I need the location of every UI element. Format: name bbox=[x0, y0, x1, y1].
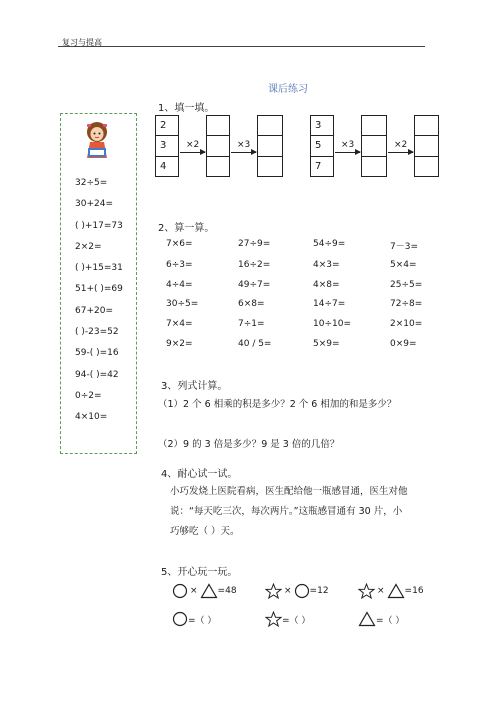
section-2-title: 2、算一算。 bbox=[158, 223, 215, 234]
calc-item: 7÷1= bbox=[238, 319, 265, 329]
left-input-column bbox=[155, 115, 179, 177]
calc-item: 4×3= bbox=[313, 260, 340, 270]
calc-item: 4×8= bbox=[313, 280, 340, 290]
right-blank-column-2[interactable] bbox=[414, 115, 439, 177]
blank-cell[interactable] bbox=[207, 116, 229, 136]
calc-item: 10÷10= bbox=[313, 319, 351, 329]
grid-cell: 4 bbox=[160, 160, 167, 172]
blank-cell[interactable] bbox=[362, 157, 386, 176]
sidebar-item: 0÷2= bbox=[75, 390, 102, 401]
multiply-sign: × bbox=[190, 586, 198, 596]
question-1: （1）2 个 6 相乘的积是多少？2 个 6 相加的和是多少？ bbox=[158, 399, 397, 410]
story-line: 说：“每天吃三次，每次两片。”这瓶感冒通有 30 片，小 bbox=[170, 506, 403, 517]
blank-cell[interactable] bbox=[415, 116, 438, 136]
multiply-sign: × bbox=[284, 586, 292, 596]
blank-cell[interactable] bbox=[362, 136, 386, 156]
section-1-title: 1、填一填。 bbox=[158, 103, 215, 114]
section-5-title: 5、开心玩一玩。 bbox=[161, 567, 238, 578]
calc-item: 5×9= bbox=[313, 339, 340, 349]
calc-item: 49÷7= bbox=[238, 280, 271, 290]
sidebar-item: 94-( )=42 bbox=[75, 369, 119, 380]
equation-result: =12 bbox=[309, 586, 329, 596]
left-op-1: ×2 bbox=[186, 140, 200, 150]
left-op-2: ×3 bbox=[237, 140, 251, 150]
calc-item: 7×6= bbox=[166, 239, 193, 249]
triangle-icon bbox=[358, 611, 376, 627]
answer-blank[interactable]: =（ ） bbox=[188, 615, 217, 626]
calc-item: 6×8= bbox=[238, 299, 265, 309]
question-2: （2）9 的 3 倍是多少？9 是 3 倍的几倍？ bbox=[158, 439, 340, 450]
girl-mascot-icon bbox=[81, 120, 113, 162]
circle-icon bbox=[172, 611, 188, 627]
calc-item: 25÷5= bbox=[390, 280, 423, 290]
calc-item: 0×9= bbox=[390, 339, 417, 349]
calc-item: 5×4= bbox=[390, 260, 417, 270]
sidebar-item: ( )-23=52 bbox=[75, 327, 119, 338]
grid-cell: 3 bbox=[156, 136, 178, 156]
right-op-2: ×2 bbox=[394, 140, 408, 150]
calc-item: 4÷4= bbox=[166, 280, 193, 290]
sidebar-item: 32÷5= bbox=[75, 178, 108, 188]
blank-cell[interactable] bbox=[362, 116, 386, 136]
equation-result: =48 bbox=[217, 586, 237, 596]
calc-item: 72÷8= bbox=[390, 299, 423, 309]
header-rule bbox=[58, 46, 425, 47]
shape-answer-1 bbox=[172, 611, 216, 627]
grid-cell: 7 bbox=[315, 160, 322, 172]
calc-item: 30÷5= bbox=[166, 299, 199, 309]
sidebar-item: 30+24= bbox=[75, 199, 113, 210]
sidebar-list bbox=[75, 176, 123, 432]
calc-item: 6÷3= bbox=[166, 260, 193, 270]
sidebar-item: 4×10= bbox=[75, 412, 108, 423]
blank-cell[interactable] bbox=[415, 157, 438, 176]
story-line: 巧够吃（ ）天。 bbox=[170, 526, 240, 537]
shape-equation-3 bbox=[358, 583, 424, 599]
blank-cell[interactable] bbox=[258, 157, 282, 176]
calc-item: 54÷9= bbox=[313, 239, 346, 249]
calc-item: 16÷2= bbox=[238, 260, 271, 270]
sidebar-item: ( )+15=31 bbox=[75, 263, 123, 274]
left-blank-column-2[interactable] bbox=[257, 115, 283, 177]
right-blank-column-1[interactable] bbox=[361, 115, 387, 177]
calc-item: 27÷9= bbox=[238, 239, 271, 249]
page-title: 课后练习 bbox=[268, 84, 308, 95]
grid-cell: 2 bbox=[156, 116, 178, 136]
grid-cell: 3 bbox=[311, 116, 333, 136]
sidebar-item: 59-( )=16 bbox=[75, 348, 119, 359]
calc-item: 40 / 5= bbox=[238, 339, 272, 349]
shape-equation-1 bbox=[172, 583, 237, 599]
triangle-icon bbox=[387, 583, 405, 599]
circle-icon bbox=[172, 583, 188, 599]
blank-cell[interactable] bbox=[415, 136, 438, 156]
section-4-title: 4、耐心试一试。 bbox=[161, 469, 238, 480]
arrow-right-icon bbox=[335, 152, 360, 153]
story-line: 小巧发烧上医院看病，医生配给他一瓶感冒通，医生对他 bbox=[170, 486, 408, 497]
multiply-sign: × bbox=[377, 586, 385, 596]
answer-blank[interactable]: =（ ） bbox=[376, 615, 405, 626]
calc-item: 7×4= bbox=[166, 319, 193, 329]
right-input-column bbox=[310, 115, 334, 177]
arrow-right-icon bbox=[180, 152, 205, 153]
calc-item: 7－3= bbox=[390, 242, 418, 252]
blank-cell[interactable] bbox=[207, 136, 229, 156]
left-blank-column-1[interactable] bbox=[206, 115, 230, 177]
sidebar-item: 2×2= bbox=[75, 241, 102, 252]
circle-icon bbox=[294, 583, 310, 599]
shape-answer-3 bbox=[358, 611, 404, 627]
blank-cell[interactable] bbox=[258, 116, 282, 136]
star-icon bbox=[265, 583, 282, 599]
blank-cell[interactable] bbox=[258, 136, 282, 156]
sidebar-item: ( )+17=73 bbox=[75, 220, 123, 231]
calc-item: 9×2= bbox=[166, 339, 193, 349]
calc-item: 14÷7= bbox=[313, 299, 346, 309]
shape-answer-2 bbox=[265, 611, 310, 627]
blank-cell[interactable] bbox=[207, 157, 229, 176]
equation-result: =16 bbox=[404, 586, 424, 596]
header-text: 复习与提高 bbox=[62, 38, 102, 47]
calc-item: 2×10= bbox=[390, 319, 423, 329]
grid-cell: 5 bbox=[311, 136, 333, 156]
arrow-right-icon bbox=[388, 152, 413, 153]
triangle-icon bbox=[200, 583, 218, 599]
right-op-1: ×3 bbox=[341, 140, 355, 150]
arrow-right-icon bbox=[231, 152, 256, 153]
answer-blank[interactable]: =（ ） bbox=[282, 615, 311, 626]
sidebar-item: 51+( )=69 bbox=[75, 284, 123, 295]
shape-equation-2 bbox=[265, 583, 329, 599]
section-3-title: 3、列式计算。 bbox=[161, 381, 228, 392]
star-icon bbox=[265, 611, 282, 627]
sidebar-panel bbox=[60, 113, 137, 454]
sidebar-item: 67+20= bbox=[75, 305, 113, 316]
star-icon bbox=[358, 583, 375, 599]
